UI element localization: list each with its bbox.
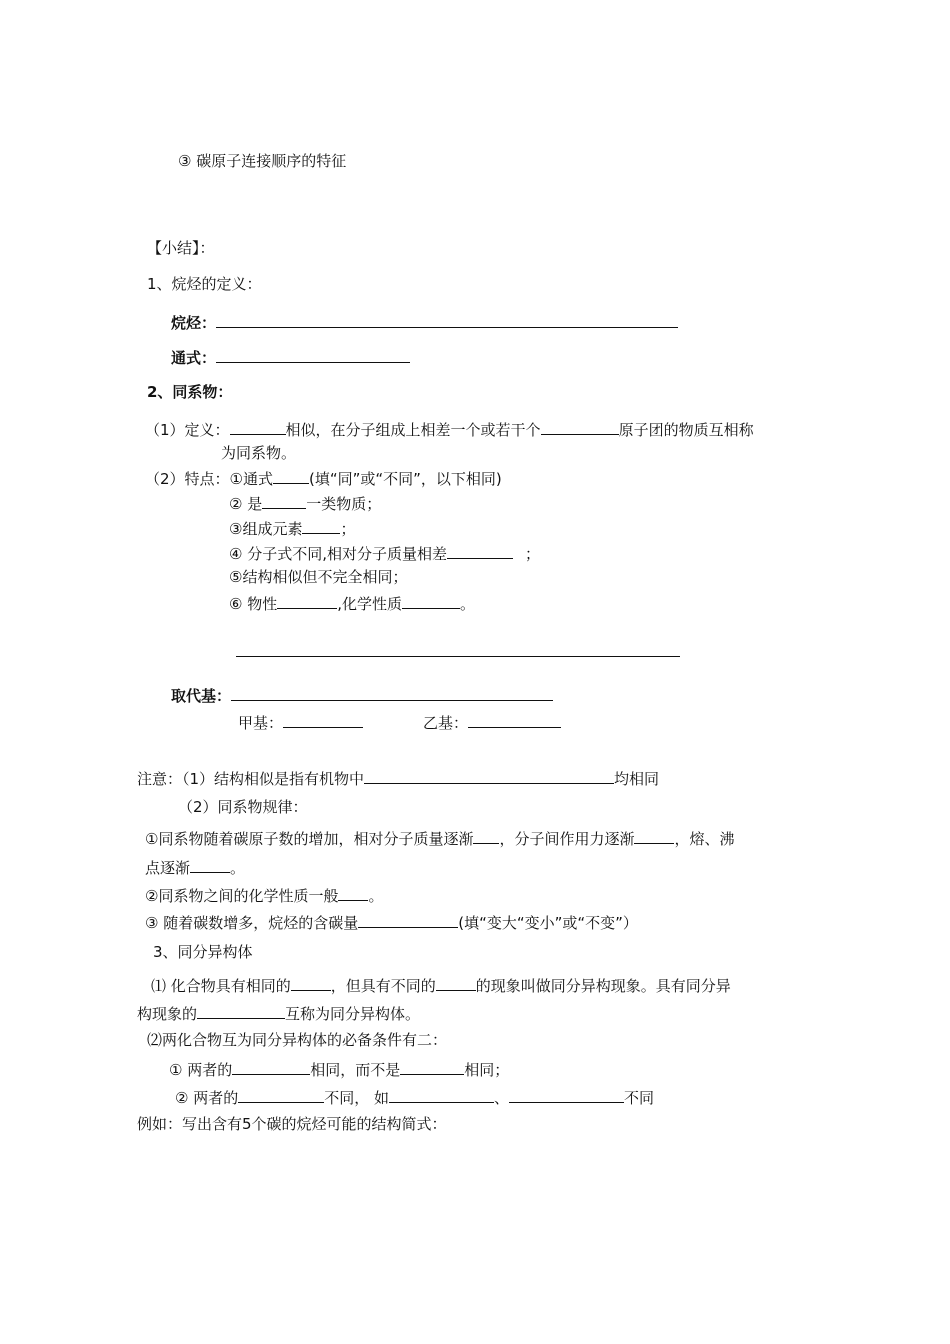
- homolog-definition-cont: 为同系物。: [221, 444, 297, 462]
- f3-label: ③组成元素: [229, 520, 303, 538]
- rule-3: [145, 911, 638, 933]
- example-line: 例如：写出含有5个碳的烷烃可能的结构简式：: [137, 1115, 447, 1133]
- note-row-1: [137, 767, 659, 789]
- isomer1-text: ⑴ 化合物具有相同的: [151, 977, 291, 995]
- isomer1-text-3: 的现象叫做同分异构现象。具有同分异: [475, 977, 731, 995]
- ethyl-row: [423, 711, 561, 733]
- def-blank-2[interactable]: [541, 418, 619, 435]
- rule3-text: ③ 随着碳数增多，烷烃的含碳量: [145, 914, 359, 932]
- alkane-label: 烷烃：: [171, 314, 217, 332]
- summary-heading: 【小结】：: [147, 239, 215, 257]
- rule1b-text: 点逐渐: [145, 859, 191, 877]
- note-text-end: 均相同: [614, 770, 660, 788]
- def-label: （1）定义：: [145, 421, 230, 439]
- f4-text: ；: [525, 545, 541, 563]
- substituent-label: 取代基：: [171, 687, 232, 705]
- feature-row-3: [229, 517, 355, 539]
- def-blank-1[interactable]: [230, 418, 286, 435]
- feature-hint: (填“同”或“不同”，以下相同): [309, 470, 502, 488]
- isomer-row-1: [151, 974, 731, 996]
- f2-label: ② 是: [229, 495, 263, 513]
- feature-row-5: ⑤结构相似但不完全相同；: [229, 568, 408, 586]
- condition1-label: ① 两者的: [169, 1061, 233, 1079]
- note-label: 注意：（1）结构相似是指有机物中: [137, 770, 365, 788]
- condition1-blank-1[interactable]: [232, 1058, 310, 1075]
- rule3-blank[interactable]: [358, 911, 458, 928]
- condition-2: [175, 1086, 654, 1108]
- condition2-blank-1[interactable]: [238, 1086, 324, 1103]
- rule1-text-3: ，熔、沸: [674, 830, 735, 848]
- f6-label: ⑥ 物性: [229, 595, 278, 613]
- rule1-text-2: ，分子间作用力逐渐: [499, 830, 635, 848]
- rule1-blank-1[interactable]: [473, 827, 499, 844]
- methyl-blank[interactable]: [283, 711, 363, 728]
- rule2-blank[interactable]: [338, 884, 368, 901]
- rule3-hint: (填“变大“变小”或“不变”）: [458, 914, 638, 932]
- feature-label: （2）特点：①通式: [145, 470, 273, 488]
- formula-label: 通式：: [171, 349, 217, 367]
- f3-blank[interactable]: [302, 517, 340, 534]
- condition2-text: 不同， 如: [324, 1089, 389, 1107]
- carbon-order-item: ③ 碳原子连接顺序的特征: [178, 152, 347, 170]
- condition1-text-end: 相同；: [464, 1061, 510, 1079]
- feature-row-1: [145, 467, 502, 489]
- rule1b-text-end: 。: [230, 859, 246, 877]
- f6-blank-2[interactable]: [402, 592, 460, 609]
- condition-1: [169, 1058, 509, 1080]
- condition2-blank-2[interactable]: [389, 1086, 494, 1103]
- f2-text: 一类物质；: [306, 495, 382, 513]
- isomer-title: 3、同分异构体: [153, 943, 253, 961]
- isomer1b-text: 构现象的: [137, 1005, 198, 1023]
- condition2-label: ② 两者的: [175, 1089, 239, 1107]
- ethyl-blank[interactable]: [468, 711, 561, 728]
- answer-rule[interactable]: [236, 656, 680, 657]
- f3-text: ；: [340, 520, 356, 538]
- rule1-blank-2[interactable]: [634, 827, 674, 844]
- isomer-row-2: ⑵两化合物互为同分异构体的必备条件有二：: [147, 1031, 448, 1049]
- alkane-blank[interactable]: [216, 311, 678, 328]
- isomer1b-text-end: 互称为同分异构体。: [285, 1005, 421, 1023]
- condition2-blank-3[interactable]: [509, 1086, 624, 1103]
- condition2-text-end: 不同: [624, 1089, 655, 1107]
- f6-blank-1[interactable]: [277, 592, 337, 609]
- condition1-text: 相同，而不是: [310, 1061, 401, 1079]
- feature-row-6: [229, 592, 475, 614]
- note-row-2: （2）同系物规律：: [178, 798, 308, 816]
- isomer1-blank-1[interactable]: [291, 974, 331, 991]
- formula-row: [171, 346, 410, 368]
- formula-blank[interactable]: [216, 346, 410, 363]
- rule-1: [145, 827, 734, 849]
- def-text-end: 原子团的物质互相称: [618, 421, 754, 439]
- substituent-blank-1[interactable]: [231, 684, 417, 701]
- homolog-definition: [145, 418, 754, 440]
- rule-1-cont: [145, 856, 245, 878]
- isomer1b-blank[interactable]: [197, 1002, 285, 1019]
- isomer1-blank-2[interactable]: [436, 974, 476, 991]
- f2-blank[interactable]: [262, 492, 306, 509]
- isomer-row-1-cont: [137, 1002, 420, 1024]
- methyl-label: 甲基：: [238, 714, 284, 732]
- f4-label: ④ 分子式不同,相对分子质量相差: [229, 545, 447, 563]
- feature-row-4: [229, 542, 540, 564]
- alkane-definition-row: [171, 311, 678, 333]
- methyl-row: [238, 711, 363, 733]
- isomer1-text-2: ，但具有不同的: [330, 977, 436, 995]
- section2-title: 2、同系物：: [147, 383, 233, 401]
- feature-row-2: [229, 492, 381, 514]
- section1-title: 1、烷烃的定义：: [147, 275, 262, 293]
- substituent-blank-2[interactable]: [417, 684, 553, 701]
- f6-text: ,化学性质: [337, 595, 402, 613]
- f6-text-end: 。: [460, 595, 476, 613]
- condition2-separator: 、: [494, 1089, 510, 1107]
- f4-blank[interactable]: [447, 542, 513, 559]
- rule1b-blank[interactable]: [190, 856, 230, 873]
- note-blank[interactable]: [364, 767, 614, 784]
- ethyl-label: 乙基：: [423, 714, 469, 732]
- def-text: 相似，在分子组成上相差一个或若干个: [285, 421, 541, 439]
- rule2-text-end: 。: [368, 887, 384, 905]
- substituent-row: [171, 684, 553, 706]
- rule2-text: ②同系物之间的化学性质一般: [145, 887, 339, 905]
- condition1-blank-2[interactable]: [400, 1058, 464, 1075]
- rule1-text: ①同系物随着碳原子数的增加，相对分子质量逐渐: [145, 830, 474, 848]
- rule-2: [145, 884, 383, 906]
- feature-blank-1[interactable]: [273, 467, 309, 484]
